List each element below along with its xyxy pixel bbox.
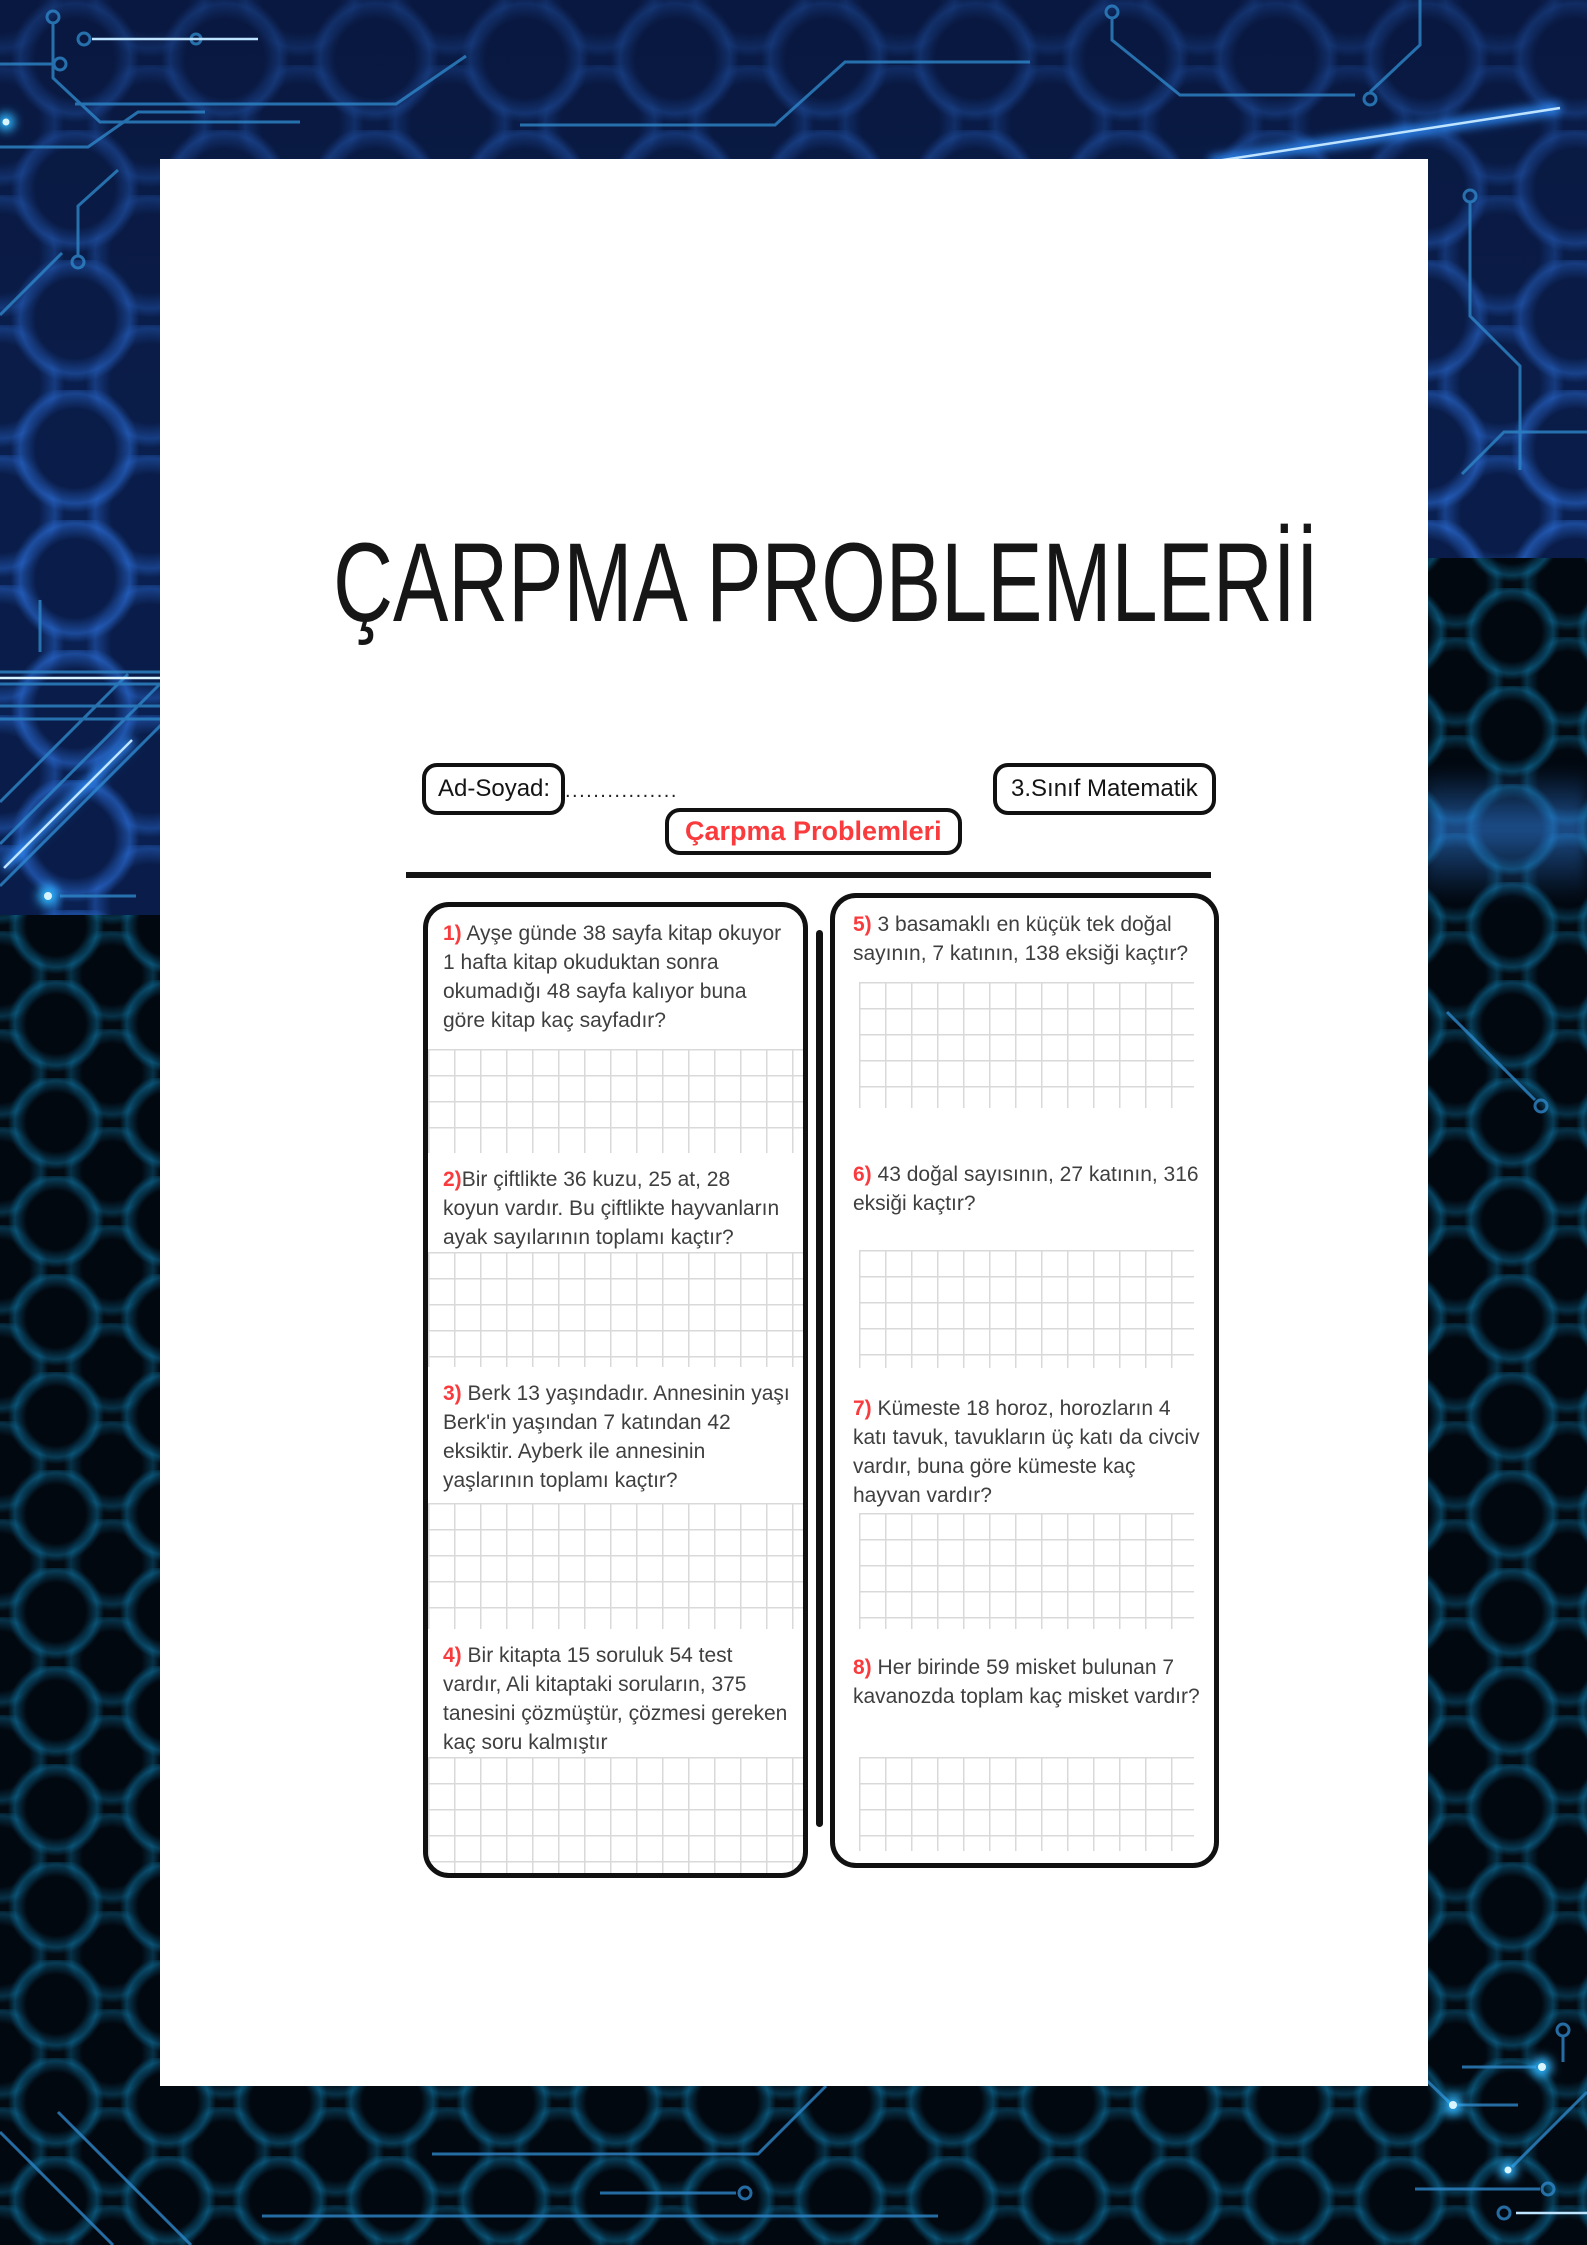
problem-number: 8) xyxy=(853,1656,872,1679)
problem-text xyxy=(428,907,803,1049)
grade-label: 3.Sınıf Matematik xyxy=(1011,775,1198,802)
problem-block-2 xyxy=(428,1153,803,1367)
problem-number: 6) xyxy=(853,1163,872,1186)
header-rule xyxy=(406,872,1211,878)
answer-grid xyxy=(428,1252,803,1367)
problem-number: 5) xyxy=(853,913,872,936)
problem-block-6 xyxy=(835,1148,1214,1382)
problem-block-1 xyxy=(428,907,803,1153)
problem-number: 7) xyxy=(853,1397,872,1420)
problem-text xyxy=(835,1641,1214,1757)
problem-body: Kümeste 18 horoz, horozların 4 katı tavuk, tavukların üç katı da civciv vardır, buna göre kümeste kaç hayvan vardır? xyxy=(853,1397,1200,1507)
problem-number: 3) xyxy=(443,1382,462,1405)
answer-grid xyxy=(859,1757,1194,1851)
problem-block-5 xyxy=(835,898,1214,1148)
problem-text xyxy=(428,1367,803,1503)
right-column xyxy=(830,893,1219,1868)
problem-block-8 xyxy=(835,1641,1214,1863)
answer-grid xyxy=(428,1757,803,1873)
grade-box xyxy=(993,763,1216,815)
answer-grid xyxy=(859,1513,1194,1629)
problem-body: Her birinde 59 misket bulunan 7 kavanozda toplam kaç misket vardır? xyxy=(853,1656,1200,1708)
problem-body: Bir çiftlikte 36 kuzu, 25 at, 28 koyun vardır. Bu çiftlikte hayvanların ayak sayılarının toplamı kaçtır? xyxy=(443,1168,780,1249)
answer-grid xyxy=(859,982,1194,1108)
problem-text xyxy=(428,1153,803,1252)
answer-grid xyxy=(428,1049,803,1153)
name-label: Ad-Soyad: xyxy=(438,775,551,802)
problem-body: 43 doğal sayısının, 27 katının, 316 eksiği kaçtır? xyxy=(853,1163,1199,1215)
background-glow-band xyxy=(1425,768,1587,900)
page-title-text: ÇARPMA PROBLEMLERİİ xyxy=(333,520,1319,645)
problem-block-4 xyxy=(428,1629,803,1873)
problem-body: Bir kitapta 15 soruluk 54 test vardır, Ali kitaptaki soruların, 375 tanesini çözmüştür, çözmesi gereken kaç soru kalmıştır xyxy=(443,1644,788,1754)
problem-text xyxy=(835,1382,1214,1513)
problem-text xyxy=(428,1629,803,1757)
problem-text xyxy=(835,898,1214,982)
problem-number: 4) xyxy=(443,1644,462,1667)
page-title xyxy=(160,520,1428,645)
problem-body: Berk 13 yaşındadır. Annesinin yaşı Berk'in yaşından 7 katından 42 eksiktir. Ayberk ile annesinin yaşlarının toplamı kaçtır? xyxy=(443,1382,790,1492)
problem-block-7 xyxy=(835,1382,1214,1641)
problem-block-3 xyxy=(428,1367,803,1629)
problem-body: Ayşe günde 38 sayfa kitap okuyor 1 hafta kitap okuduktan sonra okumadığı 48 sayfa kalıyor buna göre kitap kaç sayfadır? xyxy=(443,922,782,1032)
column-divider xyxy=(816,930,823,1827)
problem-number: 1) xyxy=(443,922,462,945)
worksheet-title: Çarpma Problemleri xyxy=(685,816,942,846)
answer-grid xyxy=(859,1250,1194,1368)
worksheet-page xyxy=(160,159,1428,2086)
name-box xyxy=(422,763,565,815)
problem-number: 2) xyxy=(443,1168,462,1191)
problem-body: 3 basamaklı en küçük tek doğal sayının, 7 katının, 138 eksiği kaçtır? xyxy=(853,913,1189,965)
problem-text xyxy=(835,1148,1214,1250)
name-dotted-line: ................ xyxy=(565,780,678,802)
worksheet-title-box xyxy=(665,808,962,855)
answer-grid xyxy=(428,1503,803,1629)
left-column xyxy=(423,902,808,1878)
